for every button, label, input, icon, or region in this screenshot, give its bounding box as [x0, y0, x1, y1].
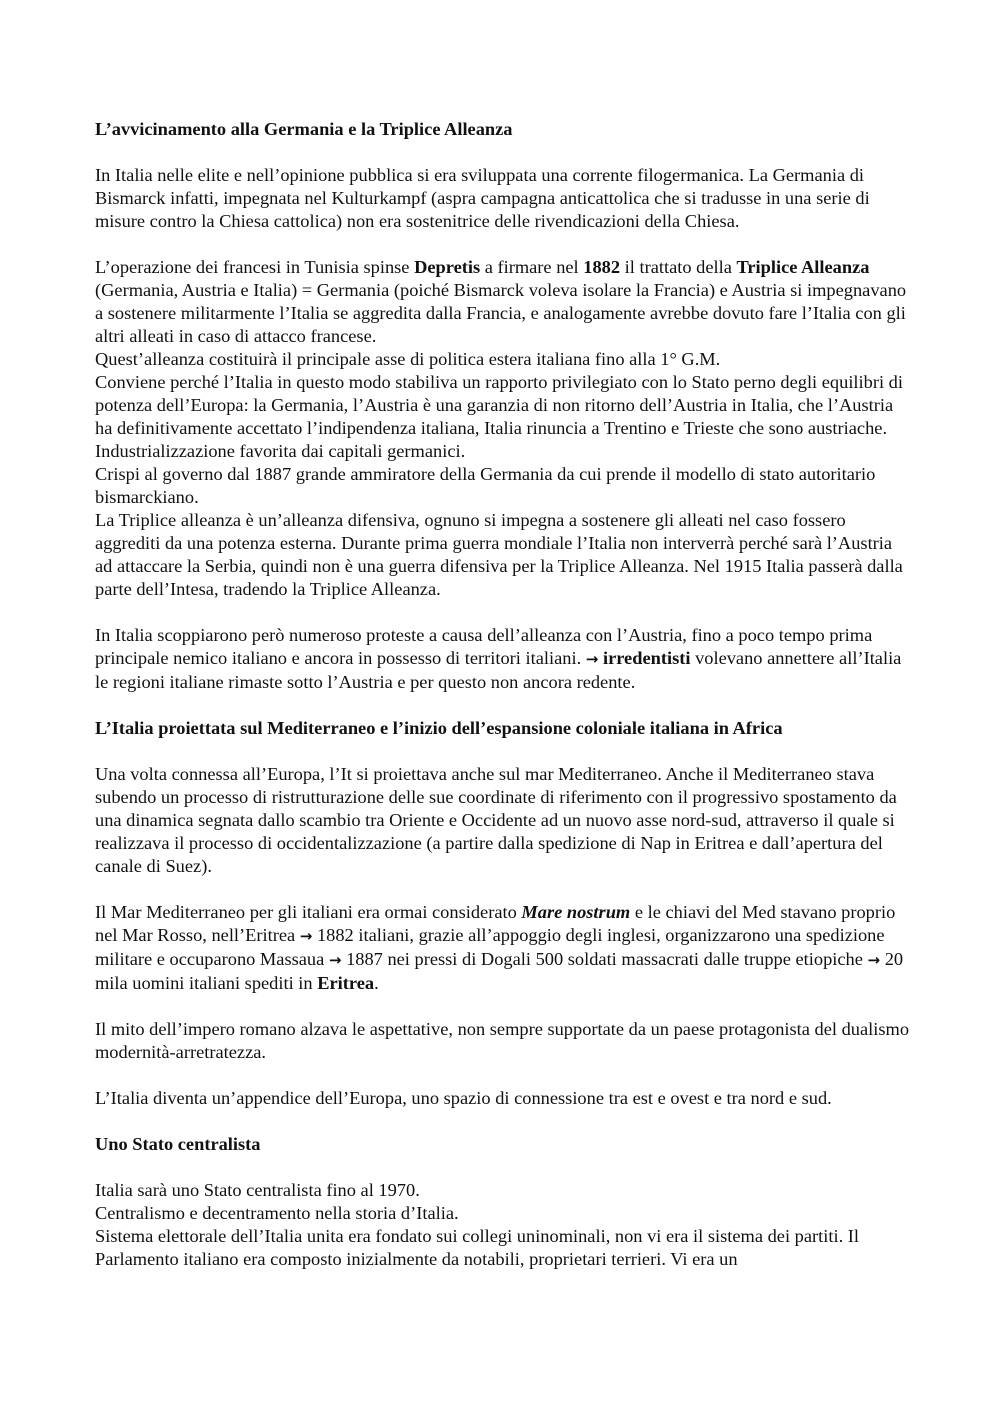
paragraph-sistema-elettorale: Sistema elettorale dell’Italia unita era fondato sui collegi uninominali, non vi era il sistema dei partiti. Il Parlamento italiano era composto inizialmente da notabili, proprietari terrieri. Vi era un [95, 1226, 860, 1269]
paragraph-centralista-1970: Italia sarà uno Stato centralista fino al 1970. [95, 1180, 420, 1200]
text-run: 20 mila uomini italiani spediti in [95, 949, 904, 993]
document-page [95, 118, 910, 1271]
text-run: 1887 nei pressi di Dogali 500 soldati massacrati dalle truppe etiopiche [341, 949, 868, 969]
arrow-right-icon: → [585, 650, 599, 668]
paragraph-alleanza-difensiva: La Triplice alleanza è un’alleanza difensiva, ognuno si impegna a sostenere gli alleati nel caso fossero aggrediti da una potenza esterna. Durante prima guerra mondiale l’Italia non interverrà perché sarà l’Austria ad attaccare la Serbia, quindi non è una guerra difensiva per la Triplice Alleanza. Nel 1915 Italia passerà dalla parte dell’Intesa, tradendo la Triplice Alleanza. [95, 510, 903, 599]
text-run: (Germania, Austria e Italia) = Germania (poiché Bismarck voleva isolare la Francia) e Austria si impegnavano a sostenere militarmente l’Italia se aggredita dalla Francia, e analogamente avrebbe dovuto fare l’Italia con gli altri alleati in caso di attacco francese. [95, 280, 907, 346]
arrow-right-icon: → [328, 951, 342, 969]
text-run: Il Mar Mediterraneo per gli italiani era ormai considerato [95, 902, 522, 922]
section-heading-triplice: L’avvicinamento alla Germania e la Triplice Alleanza [95, 119, 513, 139]
paragraph-mare-nostrum [95, 901, 910, 995]
paragraph-asse-politica: Quest’alleanza costituirà il principale asse di politica estera italiana fino alla 1° G.M. [95, 349, 721, 369]
text-run: L’operazione dei francesi in Tunisia spinse [95, 257, 415, 277]
text-run: e le chiavi del Med stavano proprio nel Mar Rosso, nell’Eritrea [95, 902, 896, 945]
paragraph-centralismo: Centralismo e decentramento nella storia d’Italia. [95, 1203, 459, 1223]
bold-depretis: Depretis [414, 257, 481, 277]
arrow-right-icon: → [867, 951, 881, 969]
bold-italic-mare-nostrum: Mare nostrum [521, 902, 631, 922]
bold-eritrea: Eritrea [317, 973, 375, 993]
text-run: a firmare nel [480, 257, 584, 277]
bold-irredentisti: irredentisti [598, 648, 691, 668]
paragraph-trattato [95, 256, 910, 348]
paragraph-mito-impero: Il mito dell’impero romano alzava le aspettative, non sempre supportate da un paese protagonista del dualismo modernità-arretratezza. [95, 1019, 910, 1062]
paragraph-irredentisti [95, 624, 910, 694]
section-heading-stato-centralista: Uno Stato centralista [95, 1134, 261, 1154]
bold-1882: 1882 [583, 257, 621, 277]
text-run: il trattato della [620, 257, 737, 277]
section-heading-mediterraneo: L’Italia proiettata sul Mediterraneo e l’inizio dell’espansione coloniale italiana in Africa [95, 718, 783, 738]
arrow-right-icon: → [299, 927, 313, 945]
text-run: . [374, 973, 379, 993]
paragraph-crispi: Crispi al governo dal 1887 grande ammiratore della Germania da cui prende il modello di stato autoritario bismarckiano. [95, 464, 876, 507]
bold-triplice-alleanza: Triplice Alleanza [736, 257, 870, 277]
paragraph-connessa-europa: Una volta connessa all’Europa, l’It si proiettava anche sul mar Mediterraneo. Anche il Mediterraneo stava subendo un processo di ristrutturazione delle sue coordinate di riferimento con il progressivo spostamento da una dinamica segnata dallo scambio tra Oriente e Occidente ad un nuovo asse nord-sud, attraverso il quale si realizzava il processo di occidentalizzazione (a partire dalla spedizione di Nap in Eritrea e dall’apertura del canale di Suez). [95, 764, 897, 876]
text-run: In Italia scoppiarono però numeroso proteste a causa dell’alleanza con l’Austria, fino a poco tempo prima principale nemico italiano e ancora in possesso di territori italiani. [95, 625, 873, 668]
text-run: 1882 italiani, grazie all’appoggio degli inglesi, organizzarono una spedizione militare e occuparono Massaua [95, 925, 885, 969]
paragraph-filogermanica: In Italia nelle elite e nell’opinione pubblica si era sviluppata una corrente filogermanica. La Germania di Bismarck infatti, impegnata nel Kulturkampf (aspra campagna anticattolica che si tradusse in una serie di misure contro la Chiesa cattolica) non era sostenitrice delle rivendicazioni della Chiesa. [95, 165, 870, 231]
paragraph-appendice-europa: L’Italia diventa un’appendice dell’Europa, uno spazio di connessione tra est e ovest e tra nord e sud. [95, 1088, 832, 1108]
paragraph-conviene: Conviene perché l’Italia in questo modo stabiliva un rapporto privilegiato con lo Stato perno degli equilibri di potenza dell’Europa: la Germania, l’Austria è una garanzia di non ritorno dell’Austria in Italia, che l’Austria ha definitivamente accettato l’indipendenza italiana, Italia rinuncia a Trentino e Trieste che sono austriache. Industrializzazione favorita dai capitali germanici. [95, 372, 903, 461]
text-run: volevano annettere all’Italia le regioni italiane rimaste sotto l’Austria e per questo non ancora redente. [95, 648, 902, 692]
